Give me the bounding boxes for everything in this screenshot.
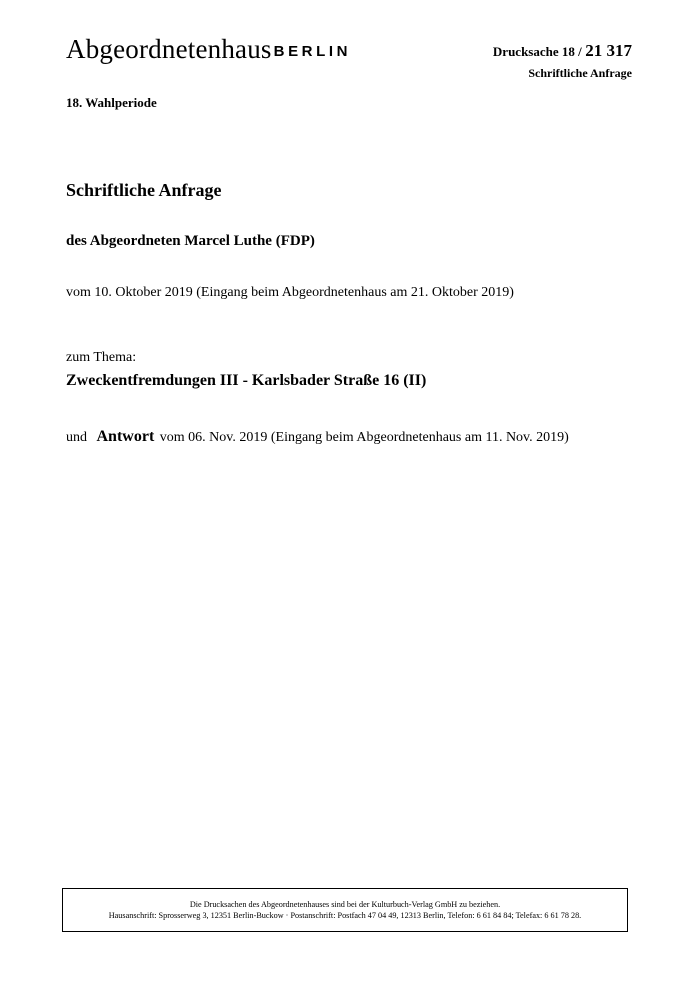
document-type: Schriftliche Anfrage (528, 66, 632, 80)
answer-date: vom 06. Nov. 2019 (Eingang beim Abgeordnetenhaus am 11. Nov. 2019) (159, 430, 569, 445)
answer-date-line (66, 428, 569, 446)
drucksache-id: 21 317 (585, 41, 632, 60)
drucksache-prefix: Drucksache 18 / (492, 44, 582, 59)
document-reference (493, 42, 632, 79)
topic-title: Zweckentfremdungen III - Karlsbader Straße 16 (II) (66, 372, 427, 389)
submission-date-line: vom 10. Oktober 2019 (Eingang beim Abgeordnetenhaus am 21. Oktober 2019) (66, 285, 514, 300)
footer-line-address: Hausanschrift: Sprosserweg 3, 12351 Berlin-Buckow · Postanschrift: Postfach 47 04 49, 12313 Berlin, Telefon: 6 61 84 84; Telefax: 6 61 78 28. (108, 911, 582, 920)
brand-city: BERLIN (273, 43, 352, 60)
footer-box (62, 888, 628, 932)
footer-line-distribution: Die Drucksachen des Abgeordnetenhauses sind bei der Kulturbuch-Verlag GmbH zu beziehen. (189, 900, 501, 909)
answer-word: Antwort (96, 428, 155, 445)
topic-label: zum Thema: (66, 350, 137, 365)
brand-name: Abgeordnetenhaus (66, 34, 272, 64)
legislative-period: 18. Wahlperiode (66, 95, 157, 110)
answer-prefix: und (66, 430, 87, 445)
drucksache-number (493, 42, 632, 60)
parliament-logo (66, 36, 351, 63)
author-line: des Abgeordneten Marcel Luthe (FDP) (66, 233, 315, 249)
document-title: Schriftliche Anfrage (66, 180, 222, 200)
